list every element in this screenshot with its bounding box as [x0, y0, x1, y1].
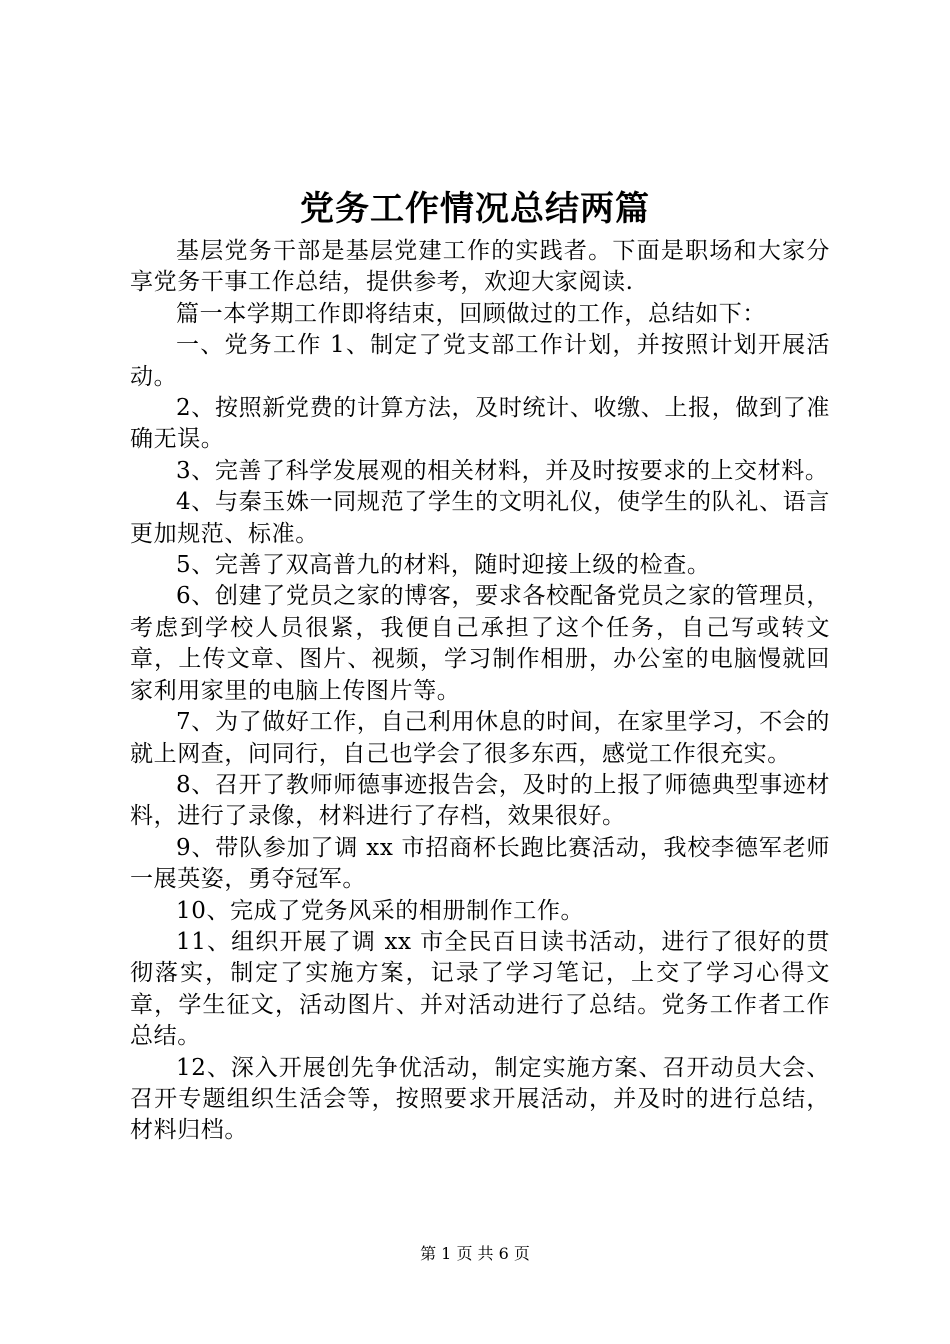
item-paragraph-5: 5、完善了双高普九的材料，随时迎接上级的检查。: [176, 552, 711, 579]
item-paragraph-1: 一、党务工作 1、制定了党支部工作计划，并按照计划开展活动。: [130, 332, 830, 390]
document-body: [130, 236, 830, 1147]
intro-paragraph: 基层党务干部是基层党建工作的实践者。下面是职场和大家分享党务干事工作总结，提供参考，欢迎大家阅读.: [130, 238, 830, 296]
item-paragraph-3: 3、完善了科学发展观的相关材料，并及时按要求的上交材料。: [176, 457, 829, 484]
item-paragraph-10: 10、完成了党务风采的相册制作工作。: [176, 897, 585, 924]
section-heading-paragraph: 篇一本学期工作即将结束，回顾做过的工作，总结如下：: [176, 300, 766, 327]
item-paragraph-2: 2、按照新党费的计算方法，及时统计、收缴、上报，做到了准确无误。: [130, 395, 830, 453]
item-paragraph-7: 7、为了做好工作，自己利用休息的时间，在家里学习，不会的就上网查，问同行，自己也学会了很多东西，感觉工作很充实。: [130, 709, 830, 767]
document-title: 党务工作情况总结两篇: [300, 189, 650, 229]
page-number-footer: 第 1 页 共 6 页: [420, 1244, 530, 1263]
item-paragraph-6: 6、创建了党员之家的博客，要求各校配备党员之家的管理员，考虑到学校人员很紧，我便自己承担了这个任务，自己写或转文章，上传文章、图片、视频，学习制作相册，办公室的电脑慢就回家利用家里的电脑上传图片等。: [130, 583, 830, 704]
item-paragraph-8: 8、召开了教师师德事迹报告会，及时的上报了师德典型事迹材料，进行了录像，材料进行了存档，效果很好。: [130, 771, 830, 830]
item-paragraph-11: 11、组织开展了调 xx 市全民百日读书活动，进行了很好的贯彻落实，制定了实施方案，记录了学习笔记，上交了学习心得文章，学生征文，活动图片、并对活动进行了总结。党务工作者工作总结。: [130, 928, 830, 1050]
item-paragraph-9: 9、带队参加了调 xx 市招商杯长跑比赛活动，我校李德军老师一展英姿，勇夺冠军。: [130, 834, 830, 893]
item-paragraph-12: 12、深入开展创先争优活动，制定实施方案、召开动员大会、召开专题组织生活会等，按照要求开展活动，并及时的进行总结，材料归档。: [130, 1054, 830, 1144]
item-paragraph-4: 4、与秦玉姝一同规范了学生的文明礼仪，使学生的队礼、语言更加规范、标准。: [130, 489, 830, 547]
